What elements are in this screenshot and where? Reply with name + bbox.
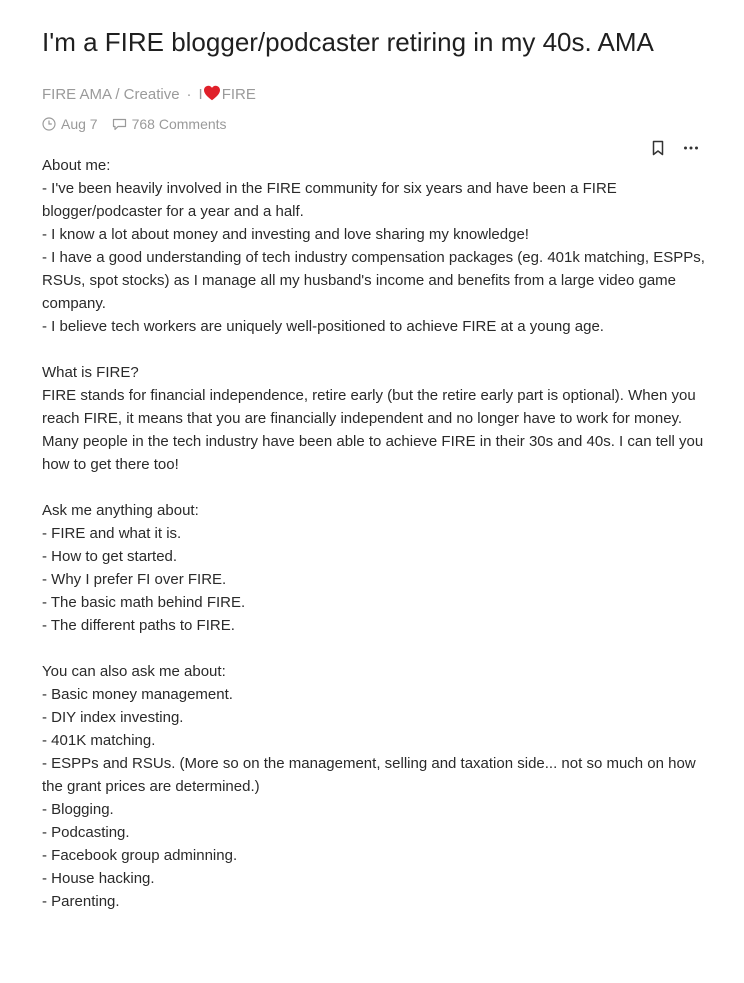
date-text: Aug 7 (61, 116, 98, 132)
list-item: - Parenting. (42, 893, 120, 910)
tag-prefix: I (198, 86, 203, 103)
comments-count[interactable] (112, 116, 227, 132)
meta-separator: · (186, 85, 192, 103)
breadcrumb-link[interactable]: FIRE AMA / Creative (42, 85, 180, 103)
list-item: - Podcasting. (42, 824, 130, 841)
fire-paragraph: FIRE stands for financial independence, retire early (but the retire early part is optional). When you reach FIRE, it means that you are financially independent and no longer have to work for money. Many people in the tech industry have been able to achieve FIRE in their 30s and 40s. I can tell you how to get there too! (42, 387, 704, 473)
list-item: - The different paths to FIRE. (42, 617, 235, 634)
list-item: - 401K matching. (42, 732, 156, 749)
list-item: - I've been heavily involved in the FIRE community for six years and have been a FIRE blogger/podcaster for a year and a half. (42, 180, 617, 220)
ask-heading: Ask me anything about: (42, 502, 199, 519)
list-item: - The basic math behind FIRE. (42, 594, 246, 611)
list-item: - I believe tech workers are uniquely well-positioned to achieve FIRE at a young age. (42, 318, 604, 335)
post-meta (42, 84, 712, 104)
about-heading: About me: (42, 157, 111, 174)
list-item: - House hacking. (42, 870, 155, 887)
list-item: - Why I prefer FI over FIRE. (42, 571, 227, 588)
heart-icon (203, 85, 221, 101)
list-item: - FIRE and what it is. (42, 525, 182, 542)
bookmark-icon[interactable] (651, 140, 665, 156)
more-options-icon[interactable] (683, 145, 699, 151)
list-item: - ESPPs and RSUs. (More so on the management, selling and taxation side... not so much on how the grant prices are determined.) (42, 755, 696, 795)
tag-link[interactable] (199, 85, 256, 103)
post-actions (651, 140, 699, 156)
comments-text: 768 Comments (131, 116, 227, 132)
ask-section (42, 499, 712, 637)
list-item: - Blogging. (42, 801, 114, 818)
tag-suffix: FIRE (221, 86, 256, 103)
list-item: - How to get started. (42, 548, 178, 565)
post-container (42, 26, 712, 936)
list-item: - I know a lot about money and investing and love sharing my knowledge! (42, 226, 529, 243)
also-section (42, 660, 712, 913)
fire-heading: What is FIRE? (42, 364, 139, 381)
about-section (42, 154, 712, 338)
comment-bubble-icon (112, 117, 127, 131)
post-body (42, 154, 712, 913)
clock-icon (42, 117, 56, 131)
post-date (42, 116, 98, 132)
list-item: - DIY index investing. (42, 709, 184, 726)
post-title: I'm a FIRE blogger/podcaster retiring in my 40s. AMA (42, 27, 654, 57)
post-stats (42, 114, 712, 134)
fire-section (42, 361, 712, 476)
also-heading: You can also ask me about: (42, 663, 226, 680)
list-item: - Facebook group adminning. (42, 847, 238, 864)
list-item: - I have a good understanding of tech industry compensation packages (eg. 401k matching, ESPPs, RSUs, spot stocks) as I manage all my husband's income and benefits from a large video game company. (42, 249, 705, 312)
list-item: - Basic money management. (42, 686, 233, 703)
